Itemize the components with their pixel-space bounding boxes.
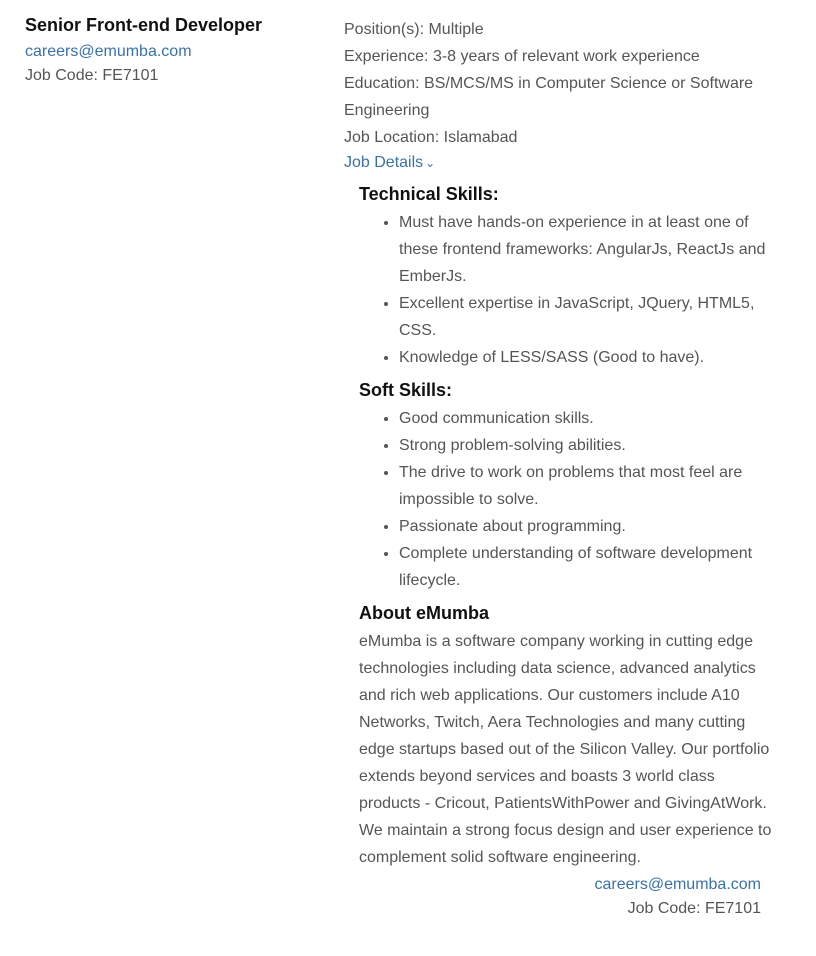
list-item: • Passionate about programming. <box>399 513 779 540</box>
footer-contact <box>359 873 761 921</box>
job-details-label: Job Details <box>344 154 424 171</box>
soft-skills-heading: Soft Skills: <box>359 380 453 400</box>
footer-job-code: Job Code: FE7101 <box>627 900 761 917</box>
list-item: • Excellent expertise in JavaScript, JQuery, HTML5, CSS. <box>399 290 779 344</box>
job-info <box>344 16 784 921</box>
about-text: eMumba is a software company working in cutting edge technologies including data science, advanced analytics and rich web applications. Our customers include A10 Networks, Twitch, Aera Technologies and many cutting edge startups based out of the Silicon Valley. Our portfolio extends beyond services and boasts 3 world class products - Cricout, PatientsWithPower and GivingAtWork. We maintain a strong focus design and user experience to complement solid software engineering. <box>359 633 772 866</box>
experience-text: Experience: 3-8 years of relevant work experience <box>344 48 700 65</box>
location-text: Job Location: Islamabad <box>344 129 518 146</box>
job-details-toggle[interactable] <box>344 151 435 175</box>
job-summary <box>25 12 325 88</box>
chevron-down-icon: ⌄ <box>425 156 436 170</box>
education-text: Education: BS/MCS/MS in Computer Science or Software Engineering <box>344 75 754 119</box>
email-link[interactable]: careers@emumba.com <box>25 43 192 60</box>
footer-email-link[interactable]: careers@emumba.com <box>594 876 761 893</box>
list-item: • Strong problem-solving abilities. <box>399 432 779 459</box>
list-item: • Complete understanding of software development lifecycle. <box>399 540 779 594</box>
positions-text: Position(s): Multiple <box>344 21 484 38</box>
list-item: • Good communication skills. <box>399 405 779 432</box>
job-code: Job Code: FE7101 <box>25 67 159 84</box>
about-heading: About eMumba <box>359 603 489 623</box>
list-item: • The drive to work on problems that most feel are impossible to solve. <box>399 459 779 513</box>
job-title: Senior Front-end Developer <box>25 15 263 35</box>
soft-skills-list <box>359 405 779 594</box>
technical-skills-heading: Technical Skills: <box>359 184 499 204</box>
list-item: • Knowledge of LESS/SASS (Good to have). <box>399 344 779 371</box>
list-item: • Must have hands-on experience in at least one of these frontend frameworks: AngularJs, ReactJs and EmberJs. <box>399 209 779 290</box>
job-details-panel <box>359 181 779 921</box>
technical-skills-list <box>359 209 779 371</box>
